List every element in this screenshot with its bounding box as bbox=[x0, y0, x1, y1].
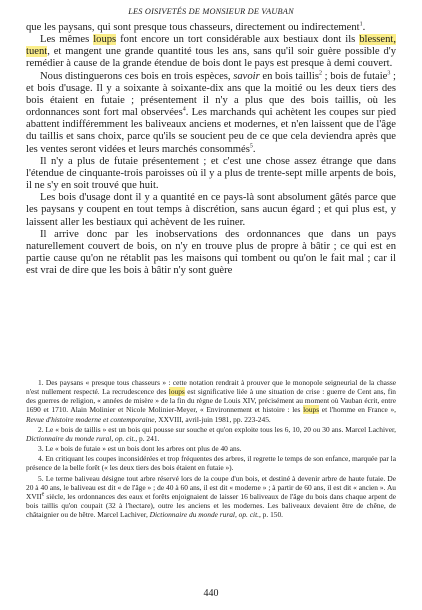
footnote: 5. Le terme baliveau désigne tout arbre réservé lors de la coupe d'un bois, et destiné à devenir arbre de haute futaie. De 20 à 40 ans, le baliveau est dit « de l'âge » ; de 40 à 60 ans, il est dit « moderne » ; à partir de 60 ans, il est dit « ancien ». Au XVIIe siècle, les ordonnances des eaux et forêts enjoignaient de laisser 16 baliveaux de l'âge du bois dans chaque arpent de bois taillis qu'on coupait (32 à l'hectare), outre les anciens et les modernes. Les baliveaux devaient être de chêne, de châtaignier ou de hêtre. Marcel Lachiver, Dictionnaire du monde rural, op. cit., p. 150. bbox=[26, 473, 396, 520]
paragraph: Les bois d'usage dont il y a quantité en ce pays-là sont absolument gâtés parce que les paysans y coupent en tout temps à discrétion, sans aucun égard ; et qui plus est, y laissent aller les bestiaux qui achèvent de les ruiner. bbox=[26, 192, 396, 228]
running-head: LES OISIVETÉS DE MONSIEUR DE VAUBAN bbox=[128, 7, 294, 16]
paragraph: Il arrive donc par les inobservations des ordonnances que dans un pays naturellement couvert de bois, on n'y en trouve plus de propre à bâtir ; ce qui est en partie cause qu'on ne rétablit pas les maisons qui tombent ou qu'on le fait mal ; car il est vrai de dire que les bois à bâtir n'y sont guère bbox=[26, 228, 396, 277]
footnote: 3. Le « bois de futaie » est un bois dont les arbres ont plus de 40 ans. bbox=[38, 444, 242, 454]
footnote-ref[interactable]: 5 bbox=[249, 143, 253, 150]
footnote: 4. En critiquant les coupes inconsidérées et trop fréquentes des arbres, il regrette le temps de son enfance, marquée par la présence de la belle forêt (« les deux tiers des bois étaient en futaie »). bbox=[26, 454, 396, 473]
paragraph: Les mêmes loups font encore un tort considérable aux bestiaux dont ils blessent, tuent, et mangent une grande quantité tous les ans, sans qu'il soir guère possible d'y remédier à cause de la grande étendue de bois dont le pays est presque à demi couvert. bbox=[26, 34, 396, 70]
main-text bbox=[26, 22, 396, 277]
footnotes bbox=[26, 378, 396, 520]
footnote: 2. Le « bois de taillis » est un bois qui pousse sur souche et qu'on exploite tous les 6, 10, 20 ou 30 ans. Marcel Lachiver, Dictionnaire du monde rural, op. cit., p. 241. bbox=[26, 424, 396, 443]
page-number: 440 bbox=[203, 588, 219, 599]
footnote: 1. Des paysans « presque tous chasseurs » : cette notation rendrait à prouver que le monopole seigneurial de la chasse n'est nullement respecté. La recrudescence des loups est significative liée à une situation de crise : guerre de Cent ans, fin des guerres de religion, « années de misère » de la fin du règne de Louis XIV, précisément au moment où Vauban écrit, entre 1690 et 1710. Alain Molinier et Nicole Molinier-Meyer, « Environnement et histoire : les loups et l'homme en France », Revue d'histoire moderne et contemporaine, XXVIII, avril-juin 1981, pp. 223-245. bbox=[26, 378, 396, 424]
paragraph: Il n'y a plus de futaie présentement ; et c'est une chose assez étrange que dans l'étendue de cinquante-trois paroisses où il y a plus de trente-sept mille arpents de bois, il ne s'y en soit trouvé que huit. bbox=[26, 155, 396, 192]
highlighted-term: loups bbox=[168, 387, 185, 397]
footnote-ref[interactable]: 1 bbox=[359, 21, 363, 28]
highlighted-term: loups bbox=[93, 34, 117, 46]
highlighted-term: loups bbox=[303, 405, 320, 415]
footnote-ref[interactable]: 2 bbox=[318, 70, 322, 77]
footnote-ref[interactable]: 3 bbox=[387, 70, 391, 77]
footnote-ref[interactable]: 4 bbox=[182, 106, 186, 113]
paragraph: Nous distinguerons ces bois en trois espèces, savoir en bois taillis$^2$ ; bois de futaie$^3$ ; et bois d'usage. Il y a soixante à soixante-dix ans que la moitié ou les deux tiers des bois étaient en futaie ; présentement il n'y a plus que des bois taillis, où les ordonnances sont fort mal observées$^4$. Les marchands qui achètent les coupes sur pied abattent indifféremment les baliveaux anciens et modernes, et n'en laissent que de l'âge du taillis et sans choix, parce qu'ils se soucient peu de ce que cela deviendra après que les ventes seront vidées et leurs marchés consommés$^5$. bbox=[26, 70, 397, 155]
highlighted-term: blessent, tuent bbox=[26, 34, 396, 58]
paragraph: que les paysans, qui sont presque tous chasseurs, directement ou indirectement$^1$. bbox=[26, 21, 366, 33]
